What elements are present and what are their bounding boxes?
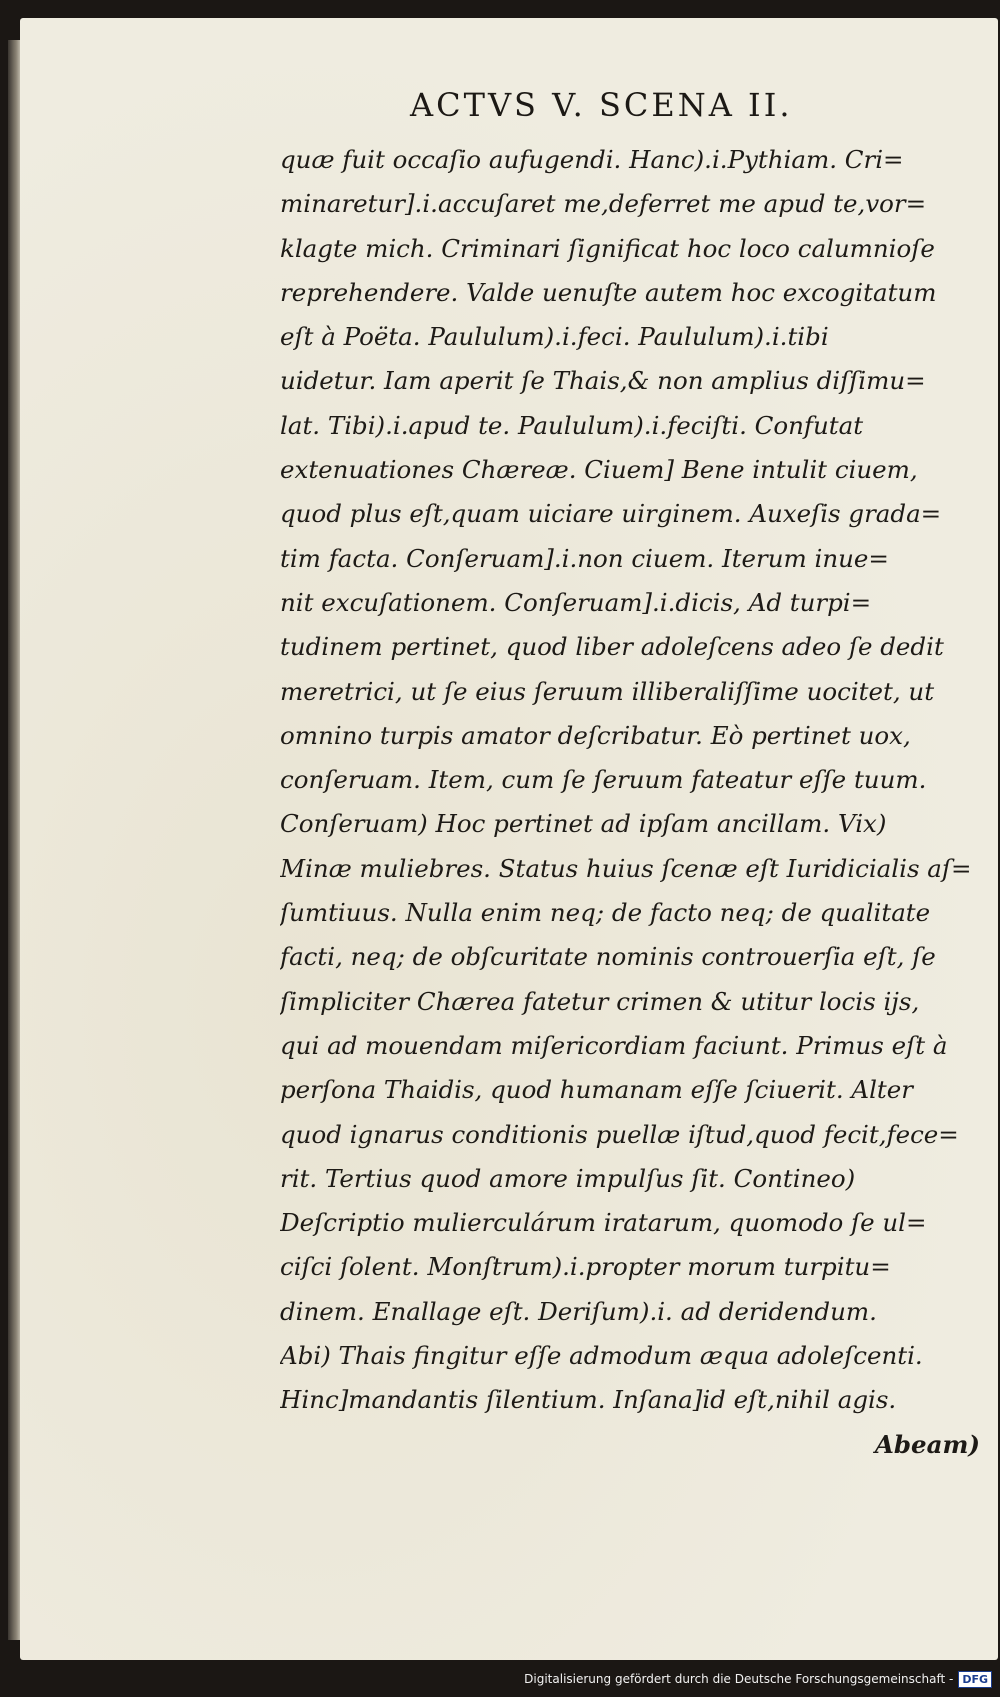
text-line: lat. Tibi).i.apud te. Paululum).i.feciſti. Confutat xyxy=(280,410,864,440)
text-line: nit excuſationem. Conſeruam].i.dicis, Ad turpi= xyxy=(280,587,872,617)
dfg-logo: DFG xyxy=(958,1671,992,1688)
text-line: minaretur].i.accuſaret me,deferret me apud te,vor= xyxy=(280,189,927,219)
text-line: eſt à Poëta. Paululum).i.feci. Paululum).i.tibi xyxy=(280,322,829,352)
text-line: uidetur. Iam aperit ſe Thais,& non amplius diſſimu= xyxy=(280,366,926,396)
text-line: omnino turpis amator deſcribatur. Eò pertinet uox, xyxy=(280,720,911,750)
text-line: ſumtiuus. Nulla enim neq; de facto neq; de qualitate xyxy=(280,898,931,928)
text-line: dinem. Enallage eſt. Deriſum).i. ad deridendum. xyxy=(280,1296,877,1326)
digitization-credit xyxy=(524,1667,992,1691)
text-line: quæ fuit occaſio aufugendi. Hanc).i.Pythiam. Cri= xyxy=(280,145,904,174)
text-line: facti, neq; de obſcuritate nominis controuerſia eſt, ſe xyxy=(280,942,936,972)
text-line: tim facta. Conſeruam].i.non ciuem. Iterum inue= xyxy=(280,543,889,573)
text-line: ſimpliciter Chærea fatetur crimen & utitur locis ijs, xyxy=(280,986,920,1016)
text-line: extenuationes Chæreæ. Ciuem] Bene intulit ciuem, xyxy=(280,455,918,485)
credit-text: Digitalisierung gefördert durch die Deutsche Forschungsgemeinschaft - xyxy=(524,1672,954,1686)
text-line: reprehendere. Valde uenuſte autem hoc excogitatum xyxy=(280,277,937,307)
text-block xyxy=(280,138,982,1467)
text-line: meretrici, ut ſe eius ſeruum illiberaliſſime uocitet, ut xyxy=(280,676,935,706)
catchword: Abeam) xyxy=(874,1429,980,1459)
text-line: quod ignarus conditionis puellæ iſtud,quod fecit,fece= xyxy=(280,1119,959,1149)
text-line: Deſcriptio mulierculárum iratarum, quomodo ſe ul= xyxy=(280,1208,927,1238)
text-line: qui ad mouendam miſericordiam faciunt. Primus eſt à xyxy=(280,1030,948,1060)
text-line: Conſeruam) Hoc pertinet ad ipſam ancillam. Vix) xyxy=(280,809,887,839)
text-line: quod plus eſt,quam uiciare uirginem. Auxeſis grada= xyxy=(280,499,942,529)
text-line: Abi) Thais fingitur eſſe admodum æqua adoleſcenti. xyxy=(280,1341,923,1371)
text-line: Hinc]mandantis ſilentium. Inſana]id eſt,nihil agis. xyxy=(280,1385,897,1415)
text-line: ciſci ſolent. Monſtrum).i.propter morum turpitu= xyxy=(280,1252,891,1282)
text-line: perſona Thaidis, quod humanam eſſe ſciuerit. Alter xyxy=(280,1075,913,1105)
text-line: rit. Tertius quod amore impulſus ſit. Contineo) xyxy=(280,1163,856,1193)
text-line: Minæ muliebres. Status huius ſcenæ eſt Iuridicialis aſ= xyxy=(280,853,972,883)
text-line: conſeruam. Item, cum ſe ſeruum fateatur eſſe tuum. xyxy=(280,765,927,795)
running-head: ACTVS V. SCENA II. xyxy=(410,86,793,124)
text-line: tudinem pertinet, quod liber adoleſcens adeo ſe dedit xyxy=(280,632,944,662)
text-line: klagte mich. Criminari ſignificat hoc loco calumnioſe xyxy=(280,233,935,263)
